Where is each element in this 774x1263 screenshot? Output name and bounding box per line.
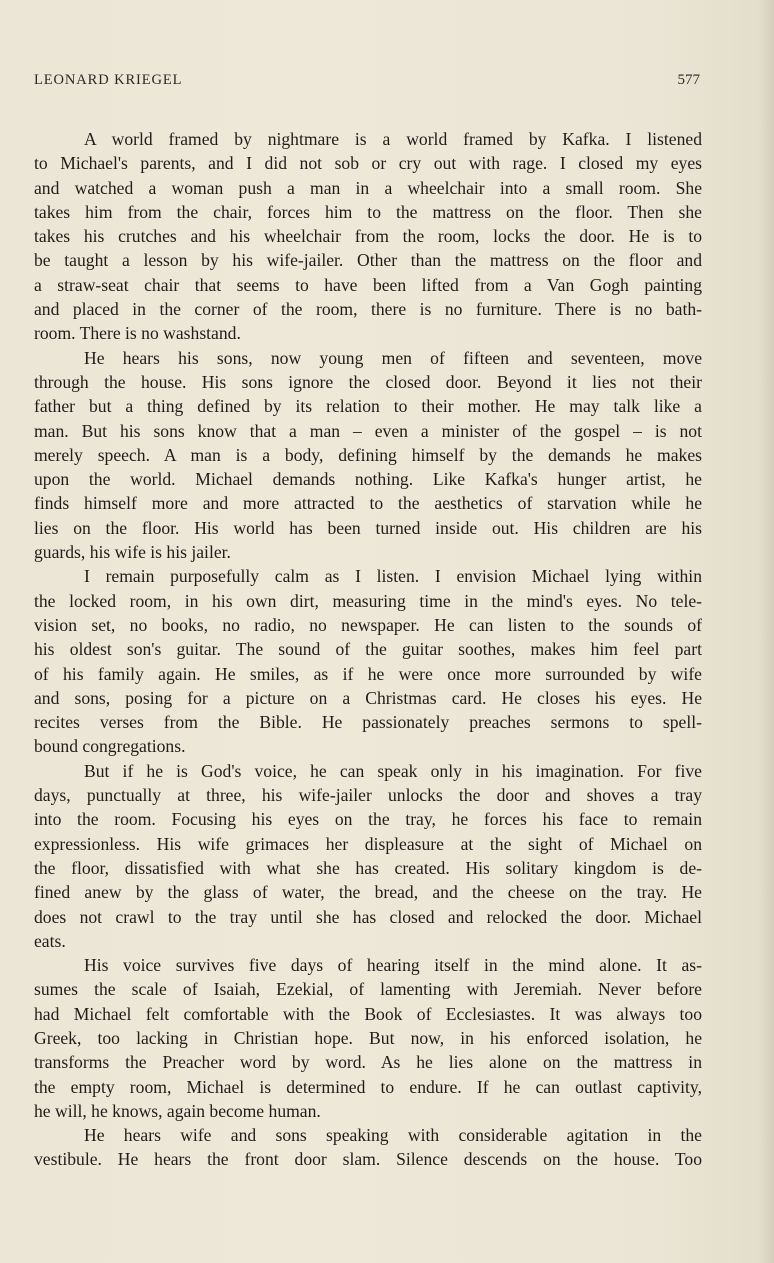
text-line: transforms the Preacher word by word. As he lies alone on the mattress in (34, 1052, 702, 1073)
paragraph (34, 564, 702, 758)
text-line: does not crawl to the tray until she has closed and relocked the door. Michael (34, 906, 702, 927)
text-line: I remain purposefully calm as I listen. I envision Michael lying within (84, 566, 702, 587)
text-line: he will, he knows, again become human. (34, 1100, 321, 1121)
text-line: to Michael's parents, and I did not sob or cry out with rage. I closed my eyes (34, 153, 702, 174)
text-line: be taught a lesson by his wife-jailer. Other than the mattress on the floor and (34, 250, 702, 271)
paragraph (34, 127, 702, 346)
page-edge-shadow (760, 0, 774, 1263)
text-line: His voice survives five days of hearing itself in the mind alone. It as- (84, 955, 702, 976)
text-line: a straw-seat chair that seems to have been lifted from a Van Gogh painting (34, 274, 702, 295)
text-line: days, punctually at three, his wife-jailer unlocks the door and shoves a tray (34, 785, 702, 806)
text-line: fined anew by the glass of water, the bread, and the cheese on the tray. He (34, 882, 702, 903)
text-line: sumes the scale of Isaiah, Ezekial, of lamenting with Jeremiah. Never before (34, 979, 702, 1000)
text-line: had Michael felt comfortable with the Book of Ecclesiastes. It was always too (34, 1003, 702, 1024)
body-text (34, 127, 702, 1172)
text-line: father but a thing defined by its relation to their mother. He may talk like a (34, 396, 702, 417)
text-line: He hears his sons, now young men of fifteen and seventeen, move (84, 347, 702, 368)
text-line: takes him from the chair, forces him to the mattress on the floor. Then she (34, 201, 702, 222)
text-line: and watched a woman push a man in a wheelchair into a small room. She (34, 177, 702, 198)
text-line: into the room. Focusing his eyes on the tray, he forces his face to remain (34, 809, 702, 830)
text-line: the locked room, in his own dirt, measuring time in the mind's eyes. No tele- (34, 590, 702, 611)
text-line: But if he is God's voice, he can speak only in his imagination. For five (84, 760, 702, 781)
paragraph (34, 346, 702, 565)
text-line: vision set, no books, no radio, no newspaper. He can listen to the sounds of (34, 614, 702, 635)
text-line: bound congregations. (34, 736, 186, 757)
text-line: room. There is no washstand. (34, 323, 241, 344)
text-line: merely speech. A man is a body, defining himself by the demands he makes (34, 444, 702, 465)
text-line: and placed in the corner of the room, there is no furniture. There is no bath- (34, 299, 702, 320)
text-line: of his family again. He smiles, as if he were once more surrounded by wife (34, 663, 702, 684)
text-line: finds himself more and more attracted to the aesthetics of starvation while he (34, 493, 702, 514)
paragraph (34, 1123, 702, 1172)
text-line: A world framed by nightmare is a world framed by Kafka. I listened (84, 129, 702, 149)
running-head-author: LEONARD KRIEGEL (34, 72, 183, 88)
text-line: eats. (34, 930, 66, 951)
paragraph (34, 759, 702, 953)
text-line: guards, his wife is his jailer. (34, 542, 231, 563)
text-line: and sons, posing for a picture on a Christmas card. He closes his eyes. He (34, 687, 702, 708)
text-line: vestibule. He hears the front door slam. Silence descends on the house. Too (34, 1149, 702, 1170)
running-head (34, 72, 700, 96)
text-line: recites verses from the Bible. He passionately preaches sermons to spell- (34, 712, 702, 733)
text-line: He hears wife and sons speaking with considerable agitation in the (84, 1125, 702, 1146)
text-line: upon the world. Michael demands nothing. Like Kafka's hunger artist, he (34, 469, 702, 490)
text-line: through the house. His sons ignore the closed door. Beyond it lies not their (34, 371, 702, 392)
text-line: Greek, too lacking in Christian hope. But now, in his enforced isolation, he (34, 1027, 702, 1048)
paragraph (34, 953, 702, 1123)
text-line: his oldest son's guitar. The sound of the guitar soothes, makes him feel part (34, 639, 702, 660)
text-line: the floor, dissatisfied with what she has created. His solitary kingdom is de- (34, 857, 702, 878)
text-line: takes his crutches and his wheelchair from the room, locks the door. He is to (34, 226, 702, 247)
text-line: lies on the floor. His world has been turned inside out. His children are his (34, 517, 702, 538)
text-line: the empty room, Michael is determined to endure. If he can outlast captivity, (34, 1076, 702, 1097)
text-line: man. But his sons know that a man – even a minister of the gospel – is not (34, 420, 702, 441)
page-number: 577 (677, 72, 700, 88)
text-line: expressionless. His wife grimaces her displeasure at the sight of Michael on (34, 833, 702, 854)
